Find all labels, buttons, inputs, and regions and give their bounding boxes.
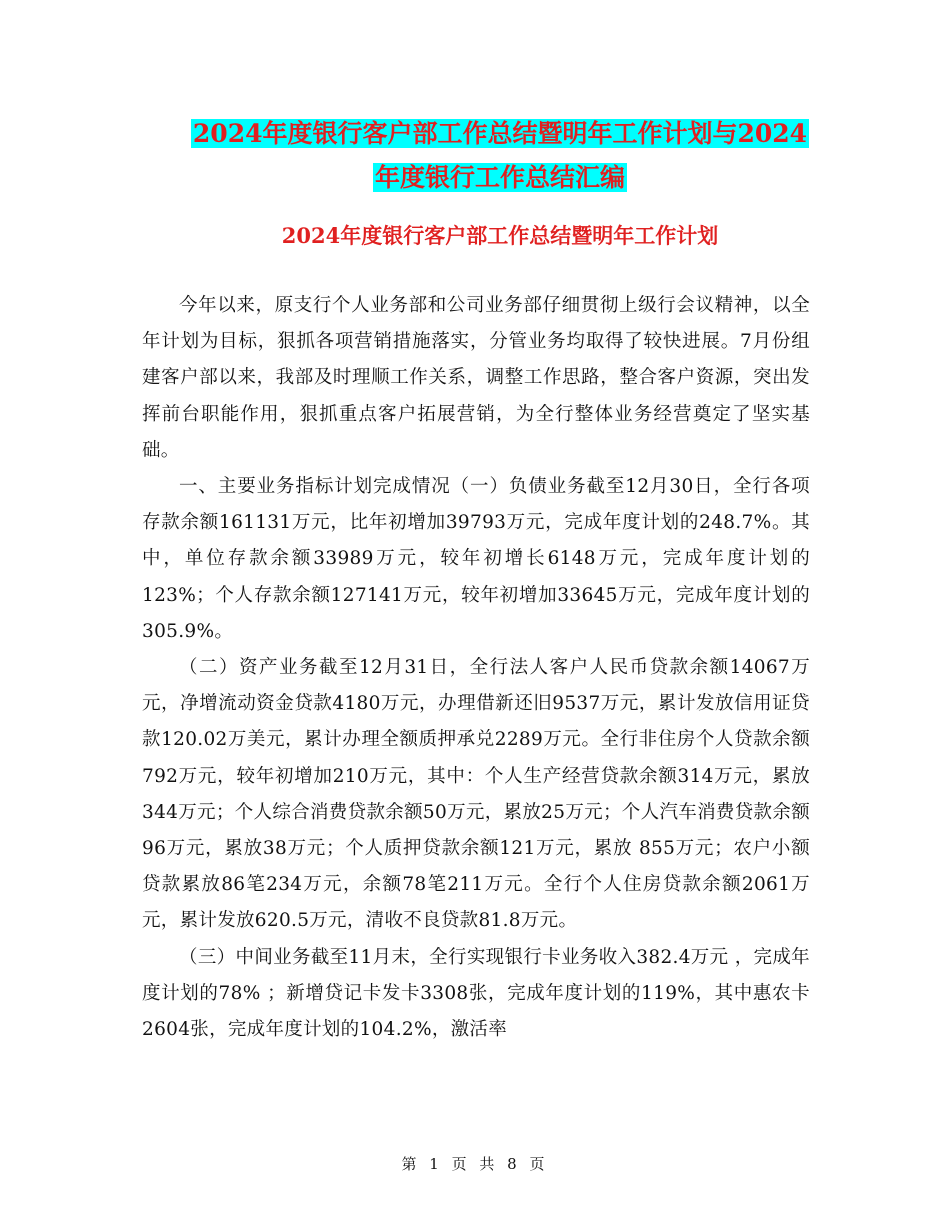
title-line-1: 2024年度银行客户部工作总结暨明年工作计划与2024 — [192, 119, 808, 148]
paragraph-intermediate: （三）中间业务截至11月末，全行实现银行卡业务收入382.4万元 ，完成年度计划的78% ；新增贷记卡发卡3308张，完成年度计划的119%，其中惠农卡2604张，完成年度计划的104.2%，激活率 — [142, 946, 810, 1041]
section-title: 2024年度银行客户部工作总结暨明年工作计划 — [281, 223, 719, 248]
title-line-2: 年度银行工作总结汇编 — [374, 163, 625, 192]
document-title — [140, 112, 860, 200]
paragraph-liabilities: 一、主要业务指标计划完成情况（一）负债业务截至12月30日，全行各项存款余额161131万元，比年初增加39793万元，完成年度计划的248.7%。其中，单位存款余额33989万元，较年初增长6148万元，完成年度计划的123%；个人存款余额127141万元，较年初增加33645万元，完成年度计划的305.9%。 — [142, 476, 810, 642]
document-body — [142, 288, 810, 1048]
page-footer: 第 1 页 共 8 页 — [401, 1155, 549, 1173]
paragraph-intro: 今年以来，原支行个人业务部和公司业务部仔细贯彻上级行会议精神，以全年计划为目标，狠抓各项营销措施落实，分管业务均取得了较快进展。7月份组建客户部以来，我部及时理顺工作关系，调整工作思路，整合客户资源，突出发挥前台职能作用，狠抓重点客户拓展营销，为全行整体业务经营奠定了坚实基础。 — [142, 295, 810, 461]
paragraph-assets: （二）资产业务截至12月31日，全行法人客户人民币贷款余额14067万元，净增流动资金贷款4180万元，办理借新还旧9537万元，累计发放信用证贷款120.02万美元，累计办理全额质押承兑2289万元。全行非住房个人贷款余额792万元，较年初增加210万元，其中：个人生产经营贷款余额314万元，累放344万元；个人综合消费贷款余额50万元，累放25万元；个人汽车消费贷款余额96万元，累放38万元；个人质押贷款余额121万元，累放 855万元；农户小额贷款累放86笔234万元，余额78笔211万元。全行个人住房贷款余额2061万元，累计发放620.5万元，清收不良贷款81.8万元。 — [142, 657, 810, 932]
